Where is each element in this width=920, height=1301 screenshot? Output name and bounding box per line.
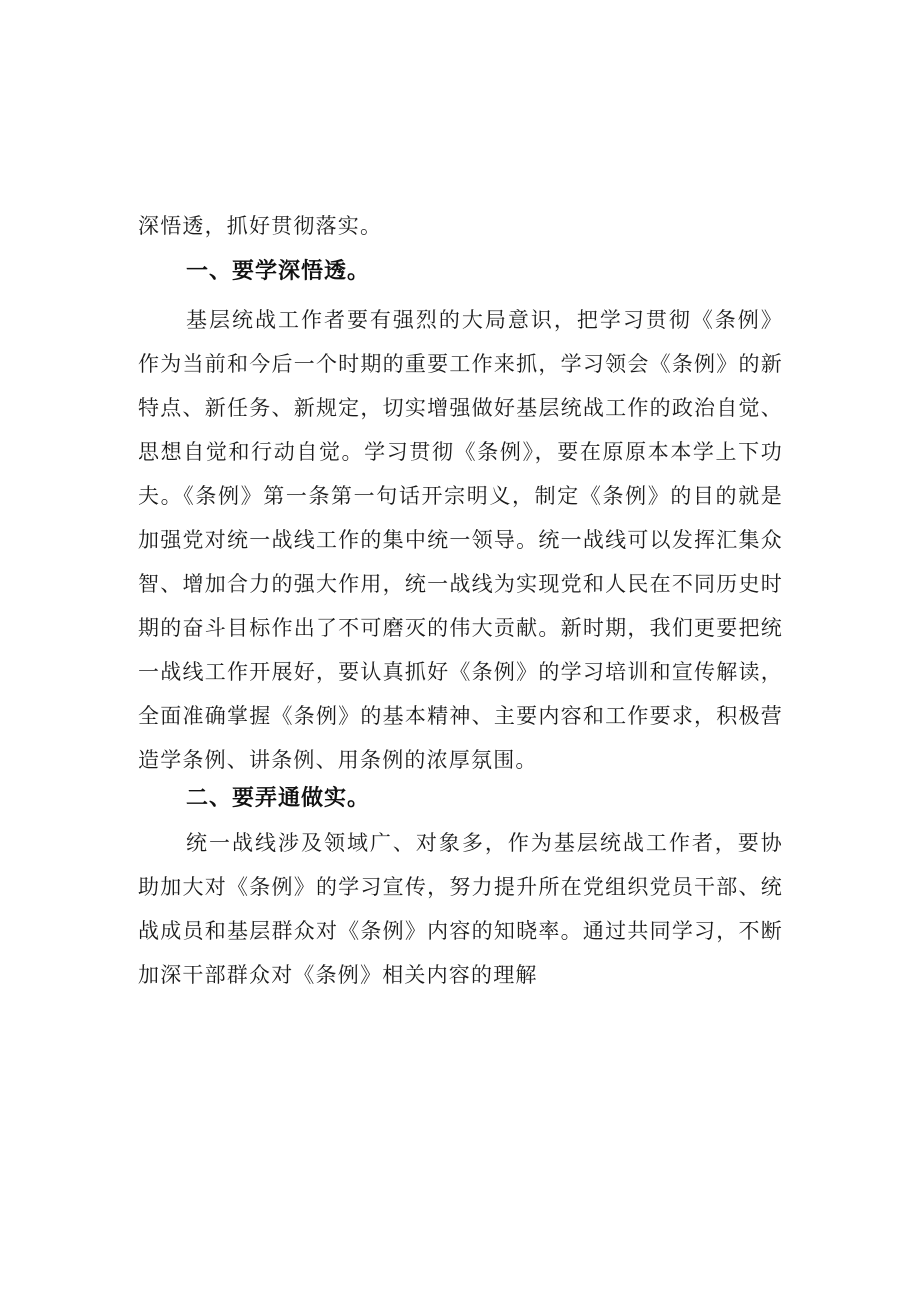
section-paragraph-2: 统一战线涉及领域广、对象多，作为基层统战工作者，要协助加大对《条例》的学习宣传，努力提升所在党组织党员干部、统战成员和基层群众对《条例》内容的知晓率。通过共同学习，不断加深干部群众对《条例》相关内容的理解	[138, 831, 783, 987]
intro-line: 深悟透，抓好贯彻落实。	[138, 214, 383, 238]
section-paragraph-1: 基层统战工作者要有强烈的大局意识，把学习贯彻《条例》作为当前和今后一个时期的重要工作来抓，学习领会《条例》的新特点、新任务、新规定，切实增强做好基层统战工作的政治自觉、思想自觉和行动自觉。学习贯彻《条例》，要在原原本本学上下功夫。《条例》第一条第一句话开宗明义，制定《条例》的目的就是加强党对统一战线工作的集中统一领导。统一战线可以发挥汇集众智、增加合力的强大作用，统一战线为实现党和人民在不同历史时期的奋斗目标作出了不可磨灭的伟大贡献。新时期，我们更要把统一战线工作开展好，要认真抓好《条例》的学习培训和宣传解读，全面准确掌握《条例》的基本精神、主要内容和工作要求，积极营造学条例、讲条例、用条例的浓厚氛围。	[138, 308, 783, 772]
section-heading-1: 一、要学深悟透。	[186, 259, 371, 284]
section-heading-2: 二、要弄通做实。	[186, 786, 371, 811]
